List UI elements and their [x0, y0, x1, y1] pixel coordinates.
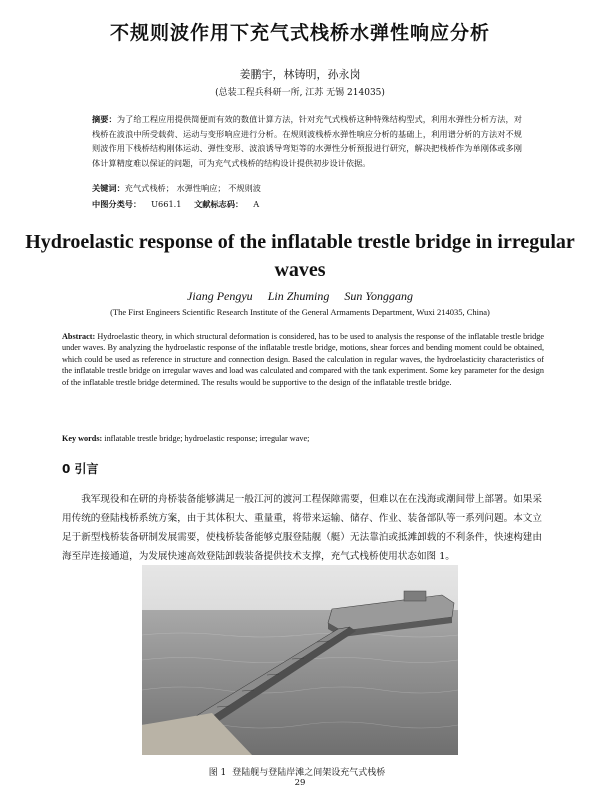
page-number: 29 — [294, 778, 306, 788]
abstract-en-text: Hydroelastic theory, in which structural deformation is considered, has to be used to analysis the response of the inflatable trestle bridge under waves. By analyzing the hydroelastic response of the inflatable trestle bridge, motions, shear forces and bending moment could be obtained, which could be used as reference in structure and connection design. Based the calculation in regular waves, the hydroelasticity characteristics of the inflatable trestle bridge on irregular waves and load was calculated and compared with the tank experiment. Some key parameter for the design of the inflatable trestle bridge determined. The results would be supportive to the design of the inflatable trestle bridge. — [62, 332, 545, 387]
clc-label: 中图分类号： — [92, 199, 142, 209]
figure-caption — [0, 765, 600, 778]
keywords-cn-label: 关键词： — [92, 183, 125, 193]
figure-1-render — [142, 565, 458, 755]
figure-caption-number: 图 1 — [208, 768, 227, 778]
keywords-en-label: Key words: — [62, 434, 103, 443]
doc-code-value: A — [253, 199, 260, 209]
section-heading-intro: 0 引言 — [62, 462, 99, 476]
figure-caption-text: 登陆舰与登陆岸滩之间架设充气式栈桥 — [232, 768, 386, 778]
doc-code-label: 文献标志码： — [194, 199, 244, 209]
author-en-3: Sun Yonggang — [344, 289, 413, 303]
title-en: Hydroelastic response of the inflatable trestle bridge in irregular waves — [25, 231, 575, 281]
keywords-cn — [92, 183, 532, 194]
abstract-cn-text: 为了给工程应用提供简便而有效的数值计算方法，针对充气式栈桥这种特殊结构型式，利用水弹性分析方法，对栈桥在波浪中所受载荷、运动与变形响应进行分析。在规则波栈桥水弹性响应分析的基础上，利用谱分析的方法对不规则波作用下栈桥结构刚体运动、弹性变形、波浪诱导弯矩等的水弹性分析预报进行研究，解决把栈桥作为单刚体或多刚体计算精度难以保证的问题，可为充气式栈桥的结构设计提供初步设计依据。 — [92, 114, 522, 168]
intro-paragraph: 我军现役和在研的舟桥装备能够满足一般江河的渡河工程保障需要，但难以在在浅海或潮间带上部署。如果采用传统的登陆栈桥系统方案，由于其体积大、重量重，将带来运输、储存、作业、装备部队等一系列问题。本文立足于新型栈桥装备研制发展需要，使栈桥装备能够克服登陆舰（艇）无法靠泊或抵滩卸载的不利条件，快速构建由海至岸连接通道，为发展快速高效登陆卸载装备提供技术支撑，充气式栈桥使用状态如图 1。 — [62, 494, 542, 562]
affiliation-cn: (总装工程兵科研一所, 江苏 无锡 214035) — [215, 88, 385, 98]
affiliation-en: (The First Engineers Scientific Research Institute of the General Armaments Department, Wuxi 214035, China) — [110, 307, 490, 317]
author-en-1: Jiang Pengyu — [187, 289, 253, 303]
keywords-en — [62, 434, 544, 443]
keywords-en-text: inflatable trestle bridge; hydroelastic response; irregular wave; — [104, 434, 310, 443]
authors-cn: 姜鹏宇，林铸明，孙永岗 — [239, 68, 361, 81]
abstract-cn — [92, 112, 522, 170]
abstract-en-label: Abstract: — [62, 332, 96, 341]
abstract-en — [62, 331, 544, 388]
abstract-cn-label: 摘要： — [92, 114, 117, 124]
keywords-cn-text: 充气式栈桥； 水弹性响应； 不规则波 — [124, 183, 261, 193]
author-en-2: Lin Zhuming — [267, 289, 330, 303]
classification-cn — [92, 199, 532, 210]
title-cn: 不规则波作用下充气式栈桥水弹性响应分析 — [109, 22, 490, 44]
clc-value: U661.1 — [151, 199, 182, 209]
authors-en — [0, 289, 600, 304]
